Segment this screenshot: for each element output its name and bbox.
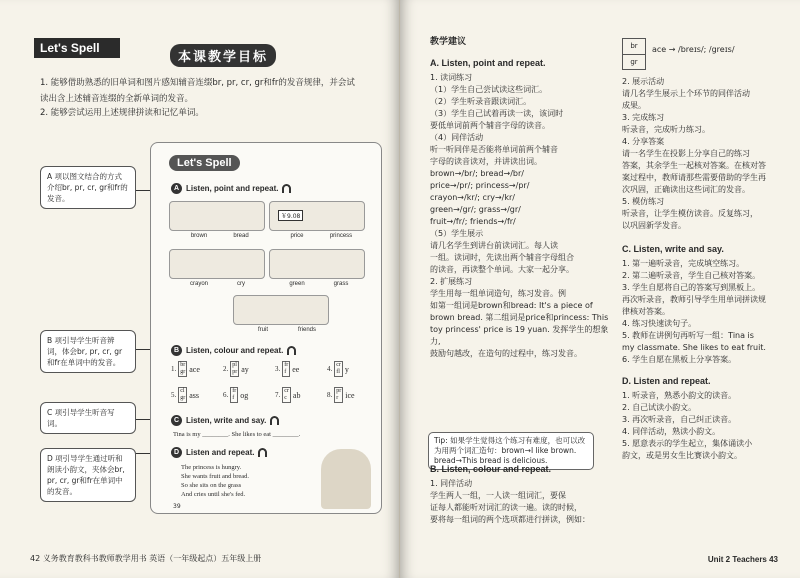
section-b-label: Listen, colour and repeat. <box>186 346 284 355</box>
goal-line: 1. 能够借助熟悉的旧单词和图片感知辅音连缀br, pr, cr, gr和fr的发音规律，并会试 <box>40 78 355 88</box>
choice-box[interactable]: pr r <box>336 388 342 401</box>
pic-label: cry <box>237 281 245 287</box>
tip-box: Tip: 如果学生觉得这个练习有难度，也可以改为用两个词汇造句：brown→I like brown. bread→This bread is delicious. <box>428 432 594 470</box>
listen-icon <box>282 184 291 193</box>
right-footer: Unit 2 Teachers 43 <box>707 555 778 564</box>
section-d <box>171 447 267 458</box>
a-title: A. Listen, point and repeat. <box>430 58 546 68</box>
word-item: 5. cl gr ass <box>171 388 200 401</box>
note-b: B 项引导学生听音辨词，体会br, pr, cr, gr和fr在单词中的发音。 <box>40 330 136 373</box>
choice-box[interactable]: pl pr <box>232 362 238 375</box>
word-item: 2. pl pr ay <box>223 362 249 375</box>
pic-label: friends <box>297 327 316 333</box>
choice-box[interactable]: fr f <box>284 362 289 375</box>
word-item: 3. fr f ee <box>275 362 300 375</box>
section-b-badge: B <box>171 345 182 356</box>
section-c-label: Listen, write and say. <box>186 416 267 425</box>
b-title: B. Listen, colour and repeat. <box>430 464 552 474</box>
section-d-badge: D <box>171 447 182 458</box>
phonetic-example: ace → /breɪs/; /greɪs/ <box>652 45 735 54</box>
lets-spell-tag: Let's Spell <box>34 38 120 58</box>
section-c <box>171 415 279 426</box>
word-item: 8. pr r ice <box>327 388 355 401</box>
goal-title: 本课教学目标 <box>170 44 276 67</box>
c-title: C. Listen, write and say. <box>622 244 724 254</box>
poem <box>181 463 249 499</box>
listen-icon <box>270 416 279 425</box>
goal-line: 读出含上述辅音连缀的全新单词的发音。 <box>40 94 194 104</box>
choice-box[interactable]: cr c <box>284 388 289 401</box>
note-a: A 项以图文结合的方式介绍br, pr, cr, gr和fr的发音。 <box>40 166 136 209</box>
choice-cells: br gr <box>622 38 646 70</box>
word-item: 1. br gr ace <box>171 362 200 375</box>
pic-label: princess <box>329 233 353 239</box>
a-body: 1. 读词练习 （1）学生自己尝试读这些词汇。 （2）学生听录音跟读词汇。 （3）学生自己试着再读一读，该词时 要低单词前两个辅音字母的读音。 （4）同伴活动 听一听同伴是否能将单词前两个辅音 字母的读音读对，并讲读出词。 brown→/br/; bread→/br/ price→/pr/; princess→/pr/ crayon→/kr/; cry→/kr/ green→/gr/; grass→/gr/ fruit→/fr/; friends→/fr/ （5）学生展示 请几名学生到讲台前读词汇。每人读 一组。读词时，先读出两个辅音字母组合 的读音，再读整个单词。大家一起分享。 2. 扩展练习 学生用每一组单词造句，练习发音。例 如第一组词是brown和bread: It's a piece of brown bread. 第二组词是price和princess: This toy princess' price is 19 yuan. 发挥学生的想象力, 鼓励句越改，在造句的过程中，练习发音。 <box>430 73 609 358</box>
note-c: C 项引导学生听音写词。 <box>40 402 136 434</box>
c-body: 1. 第一遍听录音，完成填空练习。 2. 第二遍听录音，学生自己核对答案。 3. 学生自愿将自己的答案写到黑板上。 再次听录音，教师引导学生用单词拼读规 律核对答案。 4. 练习快速读句子。 5. 教师在讲例句再听写一组：Tina is my classmate. She likes to eat fruit. 6. 学生自愿在黑板上分享答案。 <box>622 259 766 364</box>
note-d: D 项引导学生通过听和朗读小韵文，夹体会br, pr, cr, gr和fr在单词中的发音。 <box>40 448 136 502</box>
word-item: 4. cr fl y <box>327 362 349 375</box>
left-footer: 42 义务教育教科书教师教学用书 英语（一年级起点）五年级上册 <box>30 554 262 563</box>
pic-label: bread <box>233 233 249 239</box>
choice-box[interactable]: fr f <box>232 388 237 401</box>
choice-box[interactable]: br gr <box>180 362 186 375</box>
choice-box[interactable]: cl gr <box>180 388 186 401</box>
right-page <box>400 0 800 578</box>
word-item: 6. fr f og <box>223 388 249 401</box>
right-heading: 教学建议 <box>430 36 467 46</box>
section-a-label: Listen, point and repeat. <box>186 184 279 193</box>
poem-line: She wants fruit and bread. <box>181 473 250 480</box>
picture-brown-bread <box>169 201 265 231</box>
panel-page-number: 39 <box>173 503 181 510</box>
picture-green-grass <box>269 249 365 279</box>
panel-title: Let's Spell <box>169 155 240 171</box>
right-col-body: 2. 展示活动 请几名学生展示上个环节的同伴活动 成果。 3. 完成练习 听录音，完成听力练习。 4. 分享答案 请一名学生在投影上分享自己的练习 答案，其余学生一起核对答案。在核对答 案过程中，教师请那些需要借助的学生再 次巩固，正确读出这些词汇的发音。 5. 模仿练习 听录音，让学生模仿读音。反复练习， 以巩固新学发音。 <box>622 77 766 230</box>
pic-label: crayon <box>189 281 208 287</box>
goal-line: 2. 能够尝试运用上述规律拼读和记忆单词。 <box>40 108 204 118</box>
d-body: 1. 听录音，熟悉小韵文的读音。 2. 自己试读小韵文。 3. 再次听录音，自己纠正读音。 4. 同伴活动，熟读小韵文。 5. 愿意表示的学生起立，集体诵读小 韵文，或是男女生比赛读小韵文。 <box>622 391 753 460</box>
poem-line: The princess is hungry. <box>181 464 242 471</box>
b-body: 1. 同伴活动 学生两人一组，一人读一组词汇，要保 证每人都能听对词汇的读一遍。读的时候， 要将每一组词的两个选项都进行拼读，例如： <box>430 479 590 524</box>
pic-label: fruit <box>257 327 268 333</box>
word-item: 7. cr c ab <box>275 388 301 401</box>
princess-illustration <box>321 449 371 509</box>
poem-line: And cries until she's fed. <box>181 491 246 498</box>
pic-label: brown <box>190 233 208 239</box>
section-a <box>171 183 291 194</box>
price-tag: ￥9.08 <box>278 210 303 221</box>
d-title: D. Listen and repeat. <box>622 376 711 386</box>
pic-label: grass <box>333 281 349 287</box>
c-sentence: Tina is my ________. She likes to eat ________. <box>173 431 301 438</box>
picture-crayon-cry <box>169 249 265 279</box>
listen-icon <box>287 346 296 355</box>
pic-label: green <box>289 281 305 287</box>
listen-icon <box>258 448 267 457</box>
section-b <box>171 345 296 356</box>
section-a-badge: A <box>171 183 182 194</box>
picture-fruit-friends <box>233 295 329 325</box>
section-c-badge: C <box>171 415 182 426</box>
textbook-panel <box>150 142 382 514</box>
section-d-label: Listen and repeat. <box>186 448 255 457</box>
poem-line: So she sits on the grass <box>181 482 242 489</box>
choice-box[interactable]: cr fl <box>336 362 341 375</box>
picture-price-princess <box>269 201 365 231</box>
pic-label: price <box>290 233 304 239</box>
